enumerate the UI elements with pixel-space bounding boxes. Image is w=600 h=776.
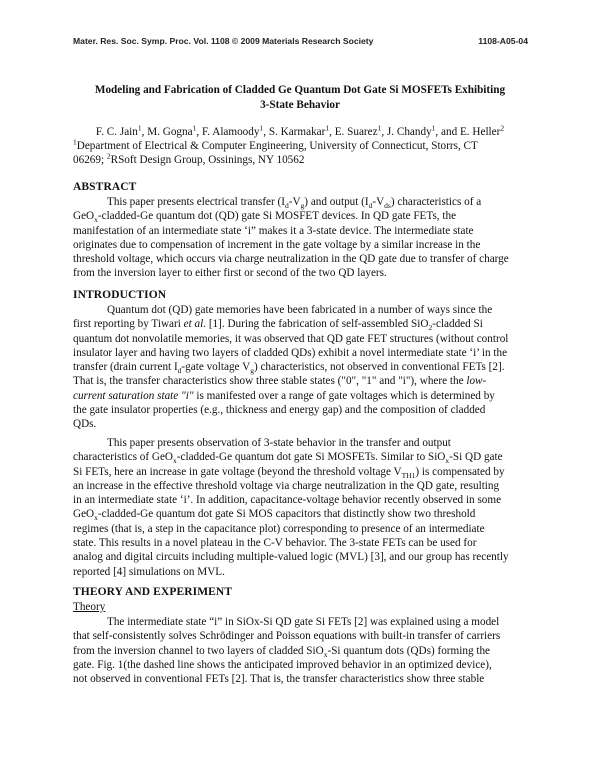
affil-marker: 1 <box>73 137 77 147</box>
affiliation-text: RSoft Design Group, Ossinings, NY 10562 <box>110 154 305 167</box>
title-line-1: Modeling and Fabrication of Cladded Ge Quantum Dot Gate Si MOSFETs Exhibiting <box>94 84 506 96</box>
running-header-paper-id: 1108-A05-04 <box>478 36 528 46</box>
text-run: ) characteristics of a <box>390 196 482 208</box>
subscript: 2 <box>428 323 433 333</box>
affiliation-text: 06269; <box>73 154 105 167</box>
subscript: x <box>173 456 177 466</box>
introduction-paragraph-1 <box>73 303 528 432</box>
subscript: x <box>323 649 328 659</box>
subscript: x <box>94 513 98 523</box>
text-line: not observed in conventional FETs [2]. That is, the transfer characteristics show three stable <box>73 673 485 686</box>
text-run: first reporting by Tiwari <box>73 318 184 331</box>
text-run: -Si quantum dots (QDs) forming the <box>327 644 490 657</box>
text-run: is manifested over a range of gate voltages which is determined by <box>193 389 495 402</box>
text-line: insulator layer and having two layers of cladded QDs) exhibit a novel intermediate state ‘i’ in the <box>73 346 508 359</box>
text-line: manifestation of an intermediate state ‘i” makes it a 3-state device. The intermediate state <box>73 224 474 237</box>
text-run: [1]. During the fabrication of self-assembled SiO <box>206 318 429 331</box>
author-name: F. C. Jain <box>95 126 138 138</box>
author-list: F. C. Jain$^1$, M. Gogna$^1$, F. Alamoody$^1$, S. Karmakar$^1$, E. Suarez$^1$, J. Chandy$^1$, and E. Heller$^2$ <box>95 123 505 138</box>
text-run: ) characteristics, not observed in conventional FETs [2]. <box>253 361 505 374</box>
paper-title <box>70 83 530 112</box>
text-run: This paper presents observation of 3-state behavior in the transfer and output <box>107 437 451 449</box>
text-run: Quantum dot (QD) gate memories have been fabricated in a number of ways since the <box>107 304 493 316</box>
text-run: -V <box>372 196 385 208</box>
affil-marker: 2 <box>106 151 111 161</box>
text-run: ) is compensated by <box>415 465 505 478</box>
author-name: E. Heller <box>459 126 501 138</box>
text-run: GeO <box>73 508 95 521</box>
author-name: F. Alamoody <box>201 126 260 138</box>
text-run: The intermediate state “i” in SiOx-Si QD gate Si FETs [2] was explained using a model <box>107 616 500 628</box>
subscript: g <box>250 366 254 376</box>
text-run: et al. <box>183 318 207 331</box>
text-run: ) and output (I <box>304 196 369 208</box>
subscript: g <box>300 201 305 211</box>
introduction-heading: INTRODUCTION <box>73 289 167 301</box>
text-line: from the inversion layer to either first or second of the two QD layers. <box>73 267 387 280</box>
text-line: in an intermediate state ‘i’. In addition, capacitance-voltage behavior recently observed in some <box>73 494 502 507</box>
text-run: characteristics of GeO <box>73 451 174 464</box>
text-run: This paper presents electrical transfer (I <box>107 196 285 208</box>
affil-marker: 1 <box>259 123 264 133</box>
text-line: analog and digital circuits including multiple-valued logic (MVL) [3], and our group has recently <box>73 551 509 564</box>
theory-paragraph <box>73 615 528 686</box>
affil-marker: 1 <box>431 123 436 133</box>
text-run: GeO <box>73 210 95 223</box>
affiliation-text: Department of Electrical & Computer Engineering, University of Connecticut, Storrs, CT <box>76 140 478 152</box>
subscript: d <box>284 201 289 211</box>
text-line: QDs. <box>73 418 97 431</box>
text-line: that self-consistently solves Schrödinger and Poisson equations with built-in transfer of carriers <box>73 630 501 643</box>
affil-marker: 1 <box>192 123 197 133</box>
title-line-2: 3-State Behavior <box>260 98 340 111</box>
text-run: low- <box>466 375 487 388</box>
text-line: originates due to compensation of increment in the gate voltage by a similar increase in the <box>73 238 481 251</box>
running-header-citation: Mater. Res. Soc. Symp. Proc. Vol. 1108 © 2009 Materials Research Society <box>73 36 374 46</box>
affil-marker: 1 <box>325 123 330 133</box>
text-line: regimes (that is, a step in the capacitance plot) corresponding to presence of an intermediate <box>73 522 485 535</box>
text-line: state. This results in a novel plateau in the C-V behavior. The 3-state FETs can be used for <box>73 537 477 550</box>
affil-marker: 1 <box>137 123 142 133</box>
theory-subheading: Theory <box>73 601 106 613</box>
text-run: -cladded-Ge quantum dot gate Si MOS capacitors that distinctly show two threshold <box>97 508 476 521</box>
text-line: the gate insulator properties (e.g., thickness and energy gap) and the composition of cladded <box>73 404 486 417</box>
subscript: TH1 <box>401 470 416 480</box>
text-run: from the inversion channel to two layers of cladded SiO <box>73 644 324 657</box>
theory-heading: THEORY AND EXPERIMENT <box>73 586 233 598</box>
author-conjunction: and <box>441 126 458 138</box>
introduction-paragraph-2 <box>73 436 528 579</box>
text-line: an increase in the effective threshold voltage via charge neutralization in the QD gate, resulting <box>73 479 500 492</box>
text-run: That is, the transfer characteristics show three stable states ("0", "1" and "i"), where the <box>73 375 467 388</box>
subscript: x <box>445 456 450 466</box>
affil-marker: 2 <box>500 123 505 133</box>
text-line: reported [4] simulations on MVL. <box>73 565 225 578</box>
text-run: Si FETs, here an increase in gate voltage (beyond the threshold voltage V <box>73 465 402 478</box>
author-name: J. Chandy <box>386 126 432 138</box>
text-line: quantum dot nonvolatile memories, it was observed that QD gate FET structures (without control <box>73 332 509 345</box>
text-run: -gate voltage V <box>181 361 251 374</box>
affiliations <box>73 139 533 167</box>
abstract-body <box>73 195 528 281</box>
author-name: E. Suarez <box>334 126 378 138</box>
subscript: x <box>94 215 98 225</box>
text-run: current saturation state "i" <box>73 389 194 402</box>
text-line: gate. Fig. 1(the dashed line shows the anticipated improved behavior in an optimized device), <box>73 658 492 671</box>
subscript: d <box>177 366 182 376</box>
text-run: -cladded-Ge quantum dot (QD) gate Si MOSFET devices. In QD gate FETs, the <box>97 210 457 223</box>
text-run: -Si QD gate <box>449 451 503 464</box>
text-run: -cladded-Ge quantum dot gate Si MOSFETs. Similar to SiO <box>176 451 446 464</box>
subscript: ds <box>384 201 391 211</box>
abstract-heading: ABSTRACT <box>73 181 137 193</box>
text-run: transfer (drain current I <box>73 361 178 374</box>
author-name: S. Karmakar <box>268 126 326 138</box>
author-name: M. Gogna <box>147 126 193 138</box>
text-run: -V <box>288 196 301 208</box>
text-run: -cladded Si <box>432 318 483 331</box>
affil-marker: 1 <box>377 123 382 133</box>
text-line: threshold voltage, which occurs via charge neutralization in the QD gate due to transfer of charge <box>73 253 509 266</box>
subscript: d <box>368 201 373 211</box>
